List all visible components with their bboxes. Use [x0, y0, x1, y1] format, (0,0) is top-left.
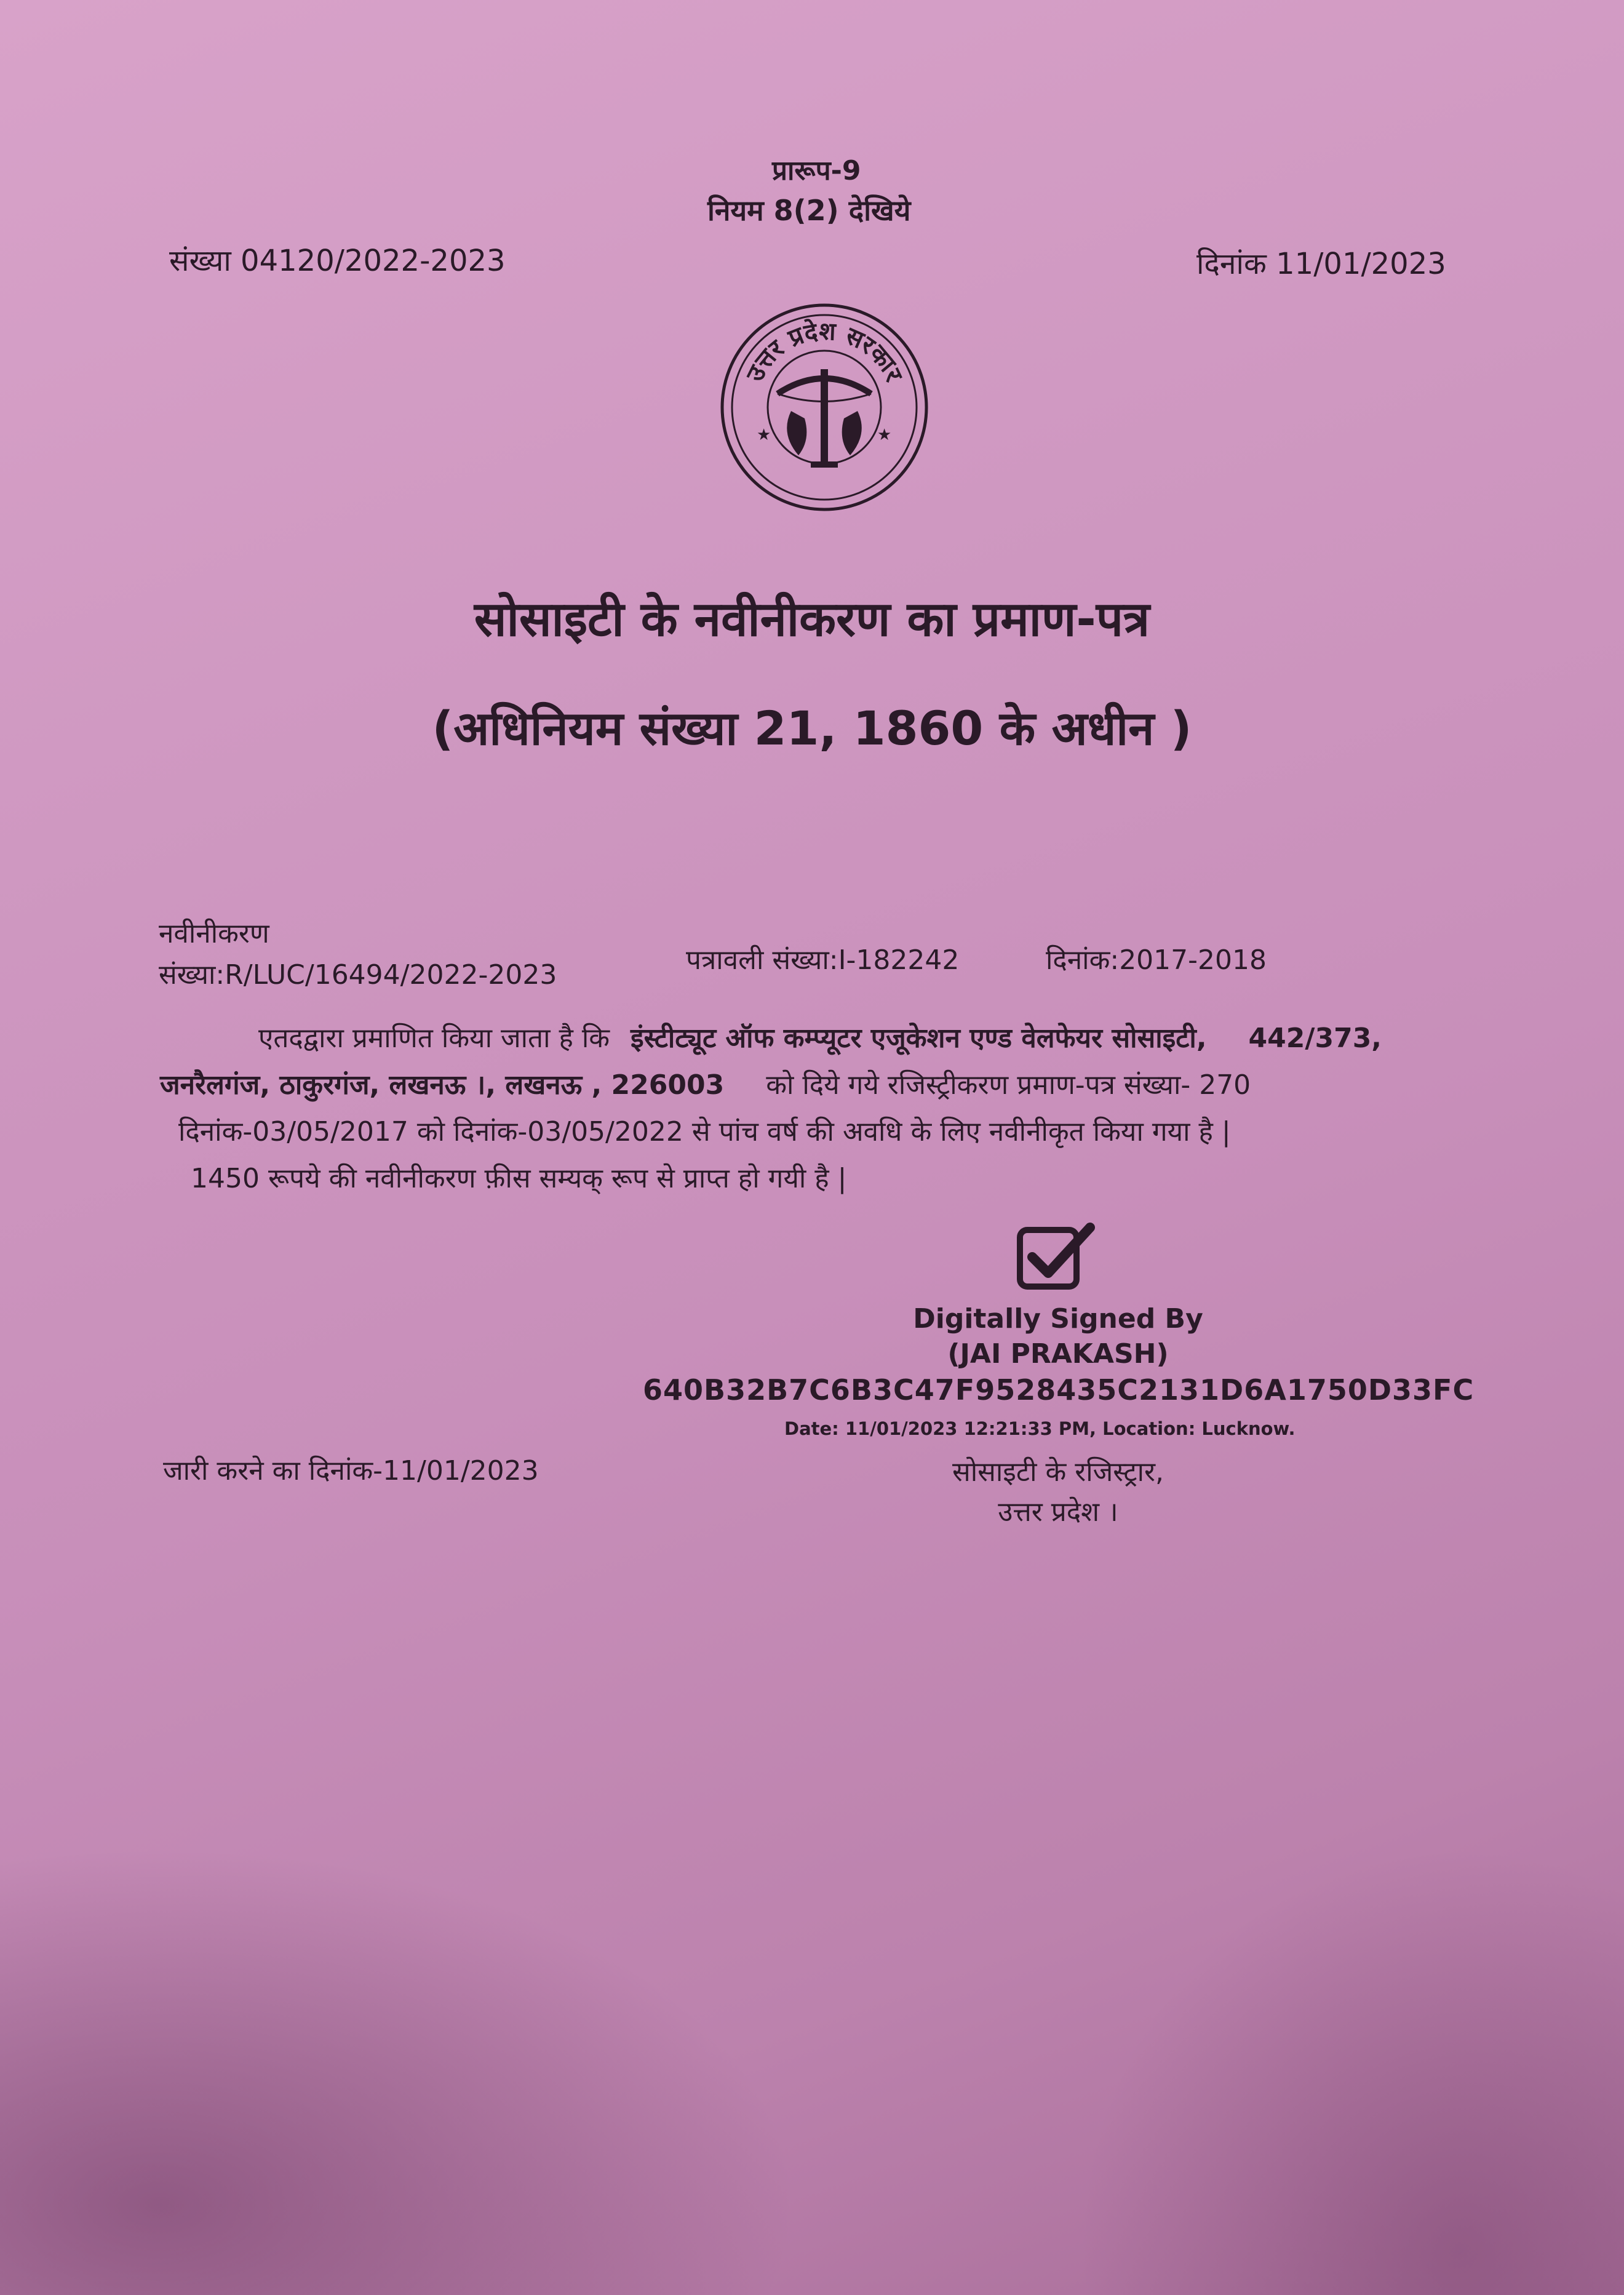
svg-text:★: ★: [757, 426, 771, 444]
signature-hash: 640B32B7C6B3C47F9528435C2131D6A1750D33FC: [643, 1373, 1475, 1407]
society-name: इंस्टीट्यूट ऑफ कम्प्यूटर एजूकेशन एण्ड वेलफेयर सोसाइटी,: [631, 1023, 1207, 1054]
renewal-label: नवीनीकरण: [159, 918, 269, 949]
body-line-2: [160, 1062, 1483, 1109]
body-line-1: [160, 1015, 1483, 1062]
svg-text:★: ★: [877, 426, 892, 444]
registrar-state: उत्तर प्रदेश ।: [998, 1496, 1118, 1528]
body-line-3: दिनांक-03/05/2017 को दिनांक-03/05/2022 से पांच वर्ष की अवधि के लिए नवीनीकृत किया गया है |: [178, 1116, 1231, 1148]
registrar-title: सोसाइटी के रजिस्ट्रार,: [952, 1456, 1164, 1488]
certificate-title: सोसाइटी के नवीनीकरण का प्रमाण-पत्र: [474, 592, 1150, 647]
registration-reference: को दिये गये रजिस्ट्रीकरण प्रमाण-पत्र संख्या- 270: [766, 1069, 1251, 1101]
header-date: दिनांक 11/01/2023: [1196, 247, 1446, 281]
society-address-number: 442/373,: [1248, 1023, 1382, 1054]
form-number: प्रारूप-9: [772, 155, 861, 186]
issue-date: जारी करने का दिनांक-11/01/2023: [163, 1455, 539, 1487]
file-number: पत्रावली संख्या:I-182242: [686, 944, 960, 976]
society-address: जनरैलगंज, ठाकुरगंज, लखनऊ ।, लखनऊ , 226003: [160, 1069, 725, 1101]
rule-reference: नियम 8(2) देखिये: [707, 194, 911, 227]
up-government-seal-icon: [718, 301, 930, 513]
body-line-4: 1450 रूपये की नवीनीकरण फ़ीस सम्यक् रूप से प्राप्त हो गयी है |: [191, 1163, 847, 1194]
svg-text:उत्तर प्रदेश सरकार: उत्तर प्रदेश सरकार: [741, 317, 908, 386]
body-intro: एतदद्वारा प्रमाणित किया जाता है कि: [258, 1023, 610, 1054]
signer-name: (JAI PRAKASH): [947, 1338, 1169, 1370]
checkmark-box-icon: [1016, 1221, 1095, 1290]
shadow-bottom-left: [0, 1846, 800, 2295]
renewal-number: संख्या:R/LUC/16494/2022-2023: [159, 959, 557, 991]
serial-number: संख्या 04120/2022-2023: [169, 244, 506, 278]
digitally-signed-label: Digitally Signed By: [913, 1303, 1203, 1335]
certificate-subtitle: (अधिनियम संख्या 21, 1860 के अधीन ): [432, 701, 1192, 756]
certificate-body: [160, 1015, 1483, 1202]
signature-meta: Date: 11/01/2023 12:21:33 PM, Location: Lucknow.: [784, 1418, 1296, 1439]
shadow-bottom-right: [1077, 1846, 1624, 2295]
file-date: दिनांक:2017-2018: [1046, 944, 1267, 976]
